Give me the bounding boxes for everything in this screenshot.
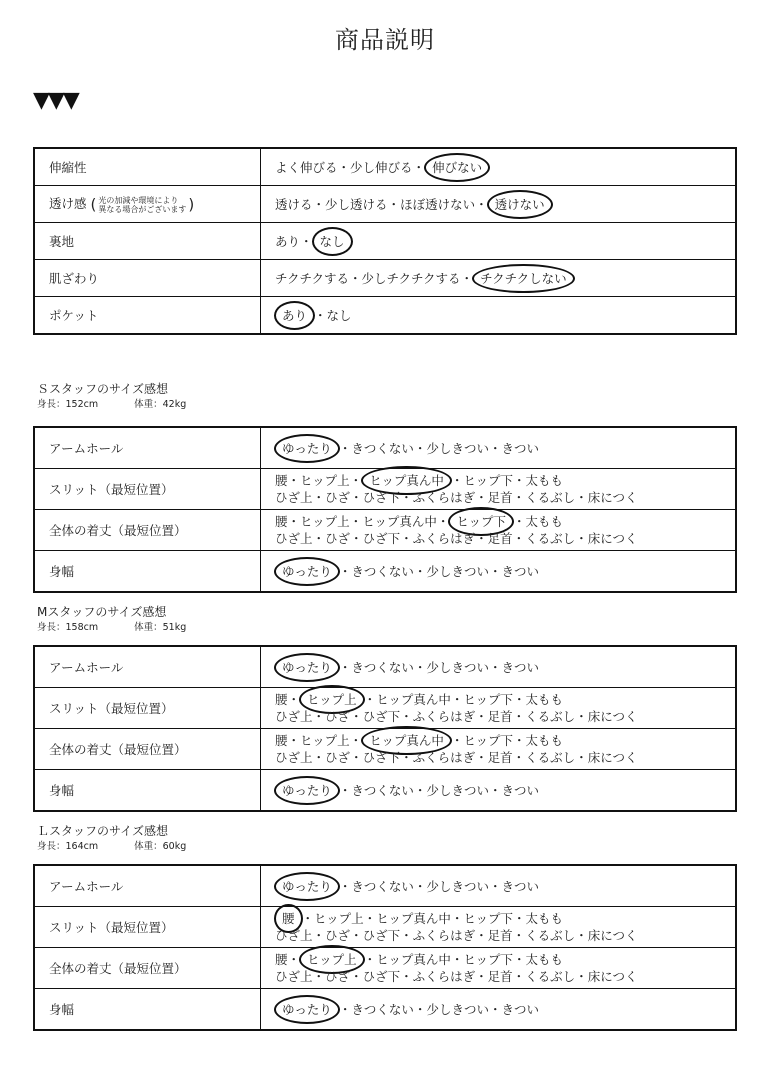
option-separator: ・	[413, 1001, 427, 1017]
row-options	[261, 297, 737, 335]
table-row	[34, 948, 736, 989]
option-selected: ゆったり	[274, 557, 340, 586]
option-separator: ・	[400, 531, 413, 546]
option-separator: ・	[488, 440, 502, 456]
option-selected: ヒップ真ん中	[361, 466, 452, 495]
option-separator: ・	[338, 563, 352, 579]
table-row	[34, 223, 736, 260]
option-separator: ・	[363, 911, 377, 926]
option: ひざ上	[275, 709, 313, 724]
option: 床につく	[587, 969, 638, 984]
option-separator: ・	[287, 473, 301, 488]
option-separator: ・	[512, 952, 526, 967]
option-line	[275, 531, 637, 546]
option: 少し透ける	[325, 197, 388, 212]
row-options	[261, 948, 737, 989]
option-line	[275, 952, 563, 967]
option-separator: ・	[400, 709, 413, 724]
option: ヒップ真ん中	[376, 692, 451, 707]
row-label: 身幅	[34, 770, 261, 812]
option: くるぶし	[525, 969, 576, 984]
row-label: 裏地	[34, 223, 261, 260]
option-separator: ・	[450, 952, 464, 967]
staff-l-heading	[37, 824, 186, 854]
option: 少しきつい	[426, 878, 489, 894]
option: ひざ上	[275, 750, 313, 765]
option: きつい	[501, 878, 539, 894]
table-row	[34, 510, 736, 551]
option-separator: ・	[349, 733, 363, 748]
option: きつい	[501, 782, 539, 798]
option: 床につく	[587, 750, 638, 765]
option-separator: ・	[400, 969, 413, 984]
table-row	[34, 427, 736, 469]
option-separator: ・	[301, 911, 315, 926]
option: ヒップ上	[314, 911, 364, 926]
option-separator: ・	[512, 531, 526, 546]
option: ひざ上	[275, 969, 313, 984]
option: ヒップ上	[300, 514, 350, 529]
lighting-note	[98, 196, 186, 214]
row-label: スリット（最短位置）	[34, 907, 261, 948]
option-separator: ・	[575, 709, 588, 724]
staff-l-size-table	[33, 864, 737, 1031]
option-separator: ・	[512, 490, 526, 505]
option: よく伸びる	[275, 160, 338, 175]
option-separator: ・	[512, 911, 526, 926]
table-row	[34, 148, 736, 186]
option-separator: ・	[475, 928, 488, 943]
option: 腰	[275, 952, 288, 967]
row-label: 全体の着丈（最短位置）	[34, 510, 261, 551]
option-selected: 腰	[274, 904, 303, 933]
row-options	[261, 427, 737, 469]
option-separator: ・	[575, 928, 588, 943]
row-label: アームホール	[34, 646, 261, 688]
option: きつくない	[351, 1001, 414, 1017]
staff-m-heading	[37, 605, 186, 635]
option: ひざ上	[275, 490, 313, 505]
option: 少しきつい	[426, 1001, 489, 1017]
option-separator: ・	[512, 692, 526, 707]
option-separator: ・	[575, 750, 588, 765]
option-line	[275, 709, 637, 724]
staff-heading-text: Mスタッフのサイズ感想	[37, 605, 167, 619]
table-row	[34, 297, 736, 335]
staff-measurements	[37, 839, 186, 854]
option: ほぼ透けない	[400, 197, 476, 212]
option-selected: あり	[274, 301, 315, 330]
option: ひざ下	[362, 750, 401, 765]
option-separator: ・	[287, 952, 301, 967]
option: くるぶし	[525, 750, 576, 765]
option: 少しきつい	[426, 659, 489, 675]
option: 太もも	[525, 733, 564, 748]
option-separator: ・	[338, 659, 352, 675]
option-selected: チクチクしない	[472, 264, 575, 293]
option: 床につく	[587, 709, 638, 724]
table-row	[34, 907, 736, 948]
row-label: アームホール	[34, 427, 261, 469]
option-separator: ・	[475, 709, 488, 724]
option-separator: ・	[512, 928, 526, 943]
option: 少しきつい	[426, 782, 489, 798]
option-separator: ・	[350, 750, 363, 765]
option-selected: ゆったり	[274, 653, 340, 682]
option-separator: ・	[400, 750, 413, 765]
option: 少しチクチクする	[361, 271, 461, 286]
row-options	[261, 260, 737, 297]
option: ひざ	[325, 490, 351, 505]
option-separator: ・	[475, 531, 488, 546]
staff-measurements	[37, 397, 186, 412]
option: 足首	[487, 531, 513, 546]
table-row	[34, 770, 736, 812]
option: くるぶし	[525, 709, 576, 724]
option-separator: ・	[312, 969, 326, 984]
option-selected: ヒップ上	[299, 945, 365, 974]
table-row	[34, 865, 736, 907]
option-line	[275, 911, 563, 926]
option-line	[275, 514, 563, 529]
option: ひざ	[325, 969, 351, 984]
option: 太もも	[525, 692, 564, 707]
table-row	[34, 688, 736, 729]
option-separator: ・	[488, 563, 502, 579]
option-separator: ・	[350, 969, 363, 984]
staff-measurements	[37, 620, 186, 635]
option-separator: ・	[338, 1001, 352, 1017]
option-selected: ゆったり	[274, 995, 340, 1024]
staff-s-size-table	[33, 426, 737, 593]
option-separator: ・	[338, 440, 352, 456]
option: ふくらはぎ	[412, 969, 476, 984]
option-separator: ・	[512, 750, 526, 765]
option: ひざ下	[362, 969, 401, 984]
option: きつくない	[351, 782, 414, 798]
option-selected: 伸びない	[424, 153, 490, 182]
fabric-spec-table	[33, 147, 737, 335]
page-title: 商品説明	[335, 26, 435, 54]
table-row	[34, 646, 736, 688]
option-separator: ・	[488, 878, 502, 894]
option: ヒップ下	[463, 733, 513, 748]
option: 足首	[487, 750, 513, 765]
option: ひざ	[325, 750, 351, 765]
option-separator: ・	[575, 490, 588, 505]
option-separator: ・	[450, 733, 464, 748]
option: くるぶし	[525, 490, 576, 505]
option: 腰	[275, 692, 288, 707]
row-label: アームホール	[34, 865, 261, 907]
option-separator: ・	[314, 308, 327, 323]
option: きつくない	[351, 440, 414, 456]
row-label: スリット（最短位置）	[34, 688, 261, 729]
option: きつい	[501, 440, 539, 456]
note-line-1: 光の加減や環境により	[98, 195, 179, 205]
option: ヒップ下	[463, 473, 513, 488]
option: きつくない	[351, 659, 414, 675]
option: 足首	[487, 969, 513, 984]
row-label: 身幅	[34, 989, 261, 1031]
row-label: ポケット	[34, 297, 261, 335]
option: 足首	[487, 490, 513, 505]
option: ひざ下	[362, 709, 401, 724]
option: 腰	[275, 473, 288, 488]
row-label: 肌ざわり	[34, 260, 261, 297]
row-options	[261, 223, 737, 260]
option-separator: ・	[488, 659, 502, 675]
row-label	[34, 186, 261, 223]
option: あり	[275, 234, 301, 249]
row-options	[261, 729, 737, 770]
option-separator: ・	[575, 969, 588, 984]
option: 足首	[487, 709, 513, 724]
staff-heading-text: Ｓスタッフのサイズ感想	[37, 382, 169, 396]
option-separator: ・	[350, 531, 363, 546]
staff-weight: 体重：60kg	[134, 841, 187, 852]
row-label-text: 透け感	[49, 196, 87, 212]
note-paren: )	[188, 195, 195, 214]
option-separator: ・	[413, 782, 427, 798]
option-separator: ・	[387, 197, 401, 212]
option: きつくない	[351, 563, 414, 579]
table-row	[34, 989, 736, 1031]
row-options	[261, 646, 737, 688]
option-separator: ・	[460, 271, 474, 286]
option-separator: ・	[312, 197, 326, 212]
option-line	[275, 473, 563, 488]
option-separator: ・	[312, 750, 326, 765]
table-row	[34, 469, 736, 510]
option-line	[275, 928, 637, 943]
option-separator: ・	[400, 490, 413, 505]
option-separator: ・	[475, 197, 488, 212]
option: ひざ	[325, 709, 351, 724]
row-label: スリット（最短位置）	[34, 469, 261, 510]
row-options	[261, 907, 737, 948]
row-options	[261, 148, 737, 186]
option-separator: ・	[312, 531, 326, 546]
option-selected: 透けない	[487, 190, 553, 219]
option-separator: ・	[436, 514, 450, 529]
table-row	[34, 260, 736, 297]
option: ひざ下	[362, 531, 401, 546]
option-selected: ゆったり	[274, 434, 340, 463]
row-label: 全体の着丈（最短位置）	[34, 948, 261, 989]
option: 少しきつい	[426, 563, 489, 579]
option: 太もも	[525, 473, 564, 488]
staff-weight: 体重：42kg	[134, 399, 187, 410]
option: ふくらはぎ	[412, 709, 476, 724]
option-separator: ・	[512, 514, 526, 529]
option: ヒップ真ん中	[376, 911, 451, 926]
option: ひざ	[325, 531, 351, 546]
table-row	[34, 729, 736, 770]
option-selected: ヒップ真ん中	[361, 726, 452, 755]
option-selected: なし	[312, 227, 353, 256]
option-separator: ・	[312, 928, 326, 943]
down-arrow-marks: ▼▼▼	[33, 88, 78, 113]
option-separator: ・	[413, 659, 427, 675]
option-separator: ・	[363, 692, 377, 707]
option: ヒップ真ん中	[362, 514, 437, 529]
option: 床につく	[587, 490, 638, 505]
option-separator: ・	[575, 531, 588, 546]
option: ひざ下	[362, 928, 401, 943]
option: 腰	[275, 733, 288, 748]
option-separator: ・	[412, 160, 426, 175]
row-options	[261, 551, 737, 593]
option-separator: ・	[512, 733, 526, 748]
option-separator: ・	[363, 952, 377, 967]
option-selected: ヒップ上	[299, 685, 365, 714]
row-options	[261, 989, 737, 1031]
row-options	[261, 469, 737, 510]
option-separator: ・	[312, 490, 326, 505]
option-separator: ・	[475, 969, 488, 984]
row-options	[261, 186, 737, 223]
table-row	[34, 551, 736, 593]
option-line	[275, 733, 563, 748]
option-separator: ・	[287, 692, 301, 707]
option-separator: ・	[413, 563, 427, 579]
option-separator: ・	[350, 709, 363, 724]
staff-heading-text: Ｌスタッフのサイズ感想	[37, 824, 169, 838]
option: 少しきつい	[426, 440, 489, 456]
option: くるぶし	[525, 928, 576, 943]
option-separator: ・	[338, 878, 352, 894]
option: ふくらはぎ	[412, 928, 476, 943]
option-separator: ・	[450, 911, 464, 926]
option-separator: ・	[450, 473, 464, 488]
option-separator: ・	[475, 750, 488, 765]
option: ひざ上	[275, 531, 313, 546]
row-label: 全体の着丈（最短位置）	[34, 729, 261, 770]
note-paren: (	[90, 195, 97, 214]
option-line	[275, 969, 637, 984]
option-separator: ・	[349, 514, 363, 529]
option: くるぶし	[525, 531, 576, 546]
option-separator: ・	[512, 709, 526, 724]
option-separator: ・	[512, 473, 526, 488]
staff-height: 身長：152cm	[37, 399, 99, 410]
row-options	[261, 510, 737, 551]
option-separator: ・	[475, 490, 488, 505]
option: きつくない	[351, 878, 414, 894]
option-separator: ・	[287, 733, 301, 748]
option-separator: ・	[450, 692, 464, 707]
option-separator: ・	[488, 1001, 502, 1017]
option: ヒップ下	[463, 692, 513, 707]
option: ふくらはぎ	[412, 750, 476, 765]
option: 少し伸びる	[350, 160, 413, 175]
option: 太もも	[525, 514, 564, 529]
option-line	[275, 692, 563, 707]
option-separator: ・	[350, 928, 363, 943]
staff-height: 身長：158cm	[37, 622, 99, 633]
option-selected: ゆったり	[274, 872, 340, 901]
option-separator: ・	[337, 160, 351, 175]
option: チクチクする	[275, 271, 350, 286]
option: ふくらはぎ	[412, 531, 476, 546]
option: ひざ	[325, 928, 351, 943]
option-separator: ・	[413, 440, 427, 456]
option: 透ける	[275, 197, 313, 212]
option: ヒップ上	[300, 733, 350, 748]
option: 床につく	[587, 928, 638, 943]
option: ひざ上	[275, 928, 313, 943]
option-separator: ・	[349, 271, 362, 286]
option-separator: ・	[350, 490, 363, 505]
staff-weight: 体重：51kg	[134, 622, 187, 633]
option: ヒップ下	[463, 911, 513, 926]
option: ヒップ上	[300, 473, 350, 488]
option: ヒップ真ん中	[376, 952, 451, 967]
option-separator: ・	[312, 709, 326, 724]
option-separator: ・	[349, 473, 363, 488]
option-line	[275, 490, 637, 505]
option: 床につく	[587, 531, 638, 546]
staff-s-heading	[37, 382, 186, 412]
option-separator: ・	[413, 878, 427, 894]
row-label: 身幅	[34, 551, 261, 593]
option-selected: ヒップ下	[448, 507, 514, 536]
option-separator: ・	[300, 234, 313, 249]
option-separator: ・	[338, 782, 352, 798]
option-selected: ゆったり	[274, 776, 340, 805]
option: きつい	[501, 1001, 539, 1017]
option: ふくらはぎ	[412, 490, 476, 505]
staff-m-size-table	[33, 645, 737, 812]
option: なし	[326, 308, 352, 323]
option-separator: ・	[512, 969, 526, 984]
option: ヒップ下	[463, 952, 513, 967]
option: ひざ下	[362, 490, 401, 505]
option: 太もも	[525, 911, 564, 926]
row-options	[261, 770, 737, 812]
option: きつい	[501, 563, 539, 579]
row-label: 伸縮性	[34, 148, 261, 186]
option-separator: ・	[400, 928, 413, 943]
option: 腰	[275, 514, 288, 529]
option-line	[275, 750, 637, 765]
option: 足首	[487, 928, 513, 943]
option: 太もも	[525, 952, 564, 967]
option: きつい	[501, 659, 539, 675]
staff-height: 身長：164cm	[37, 841, 99, 852]
row-options	[261, 688, 737, 729]
option-separator: ・	[287, 514, 301, 529]
option-separator: ・	[488, 782, 502, 798]
table-row	[34, 186, 736, 223]
row-options	[261, 865, 737, 907]
note-line-2: 異なる場合がございます	[98, 204, 187, 214]
